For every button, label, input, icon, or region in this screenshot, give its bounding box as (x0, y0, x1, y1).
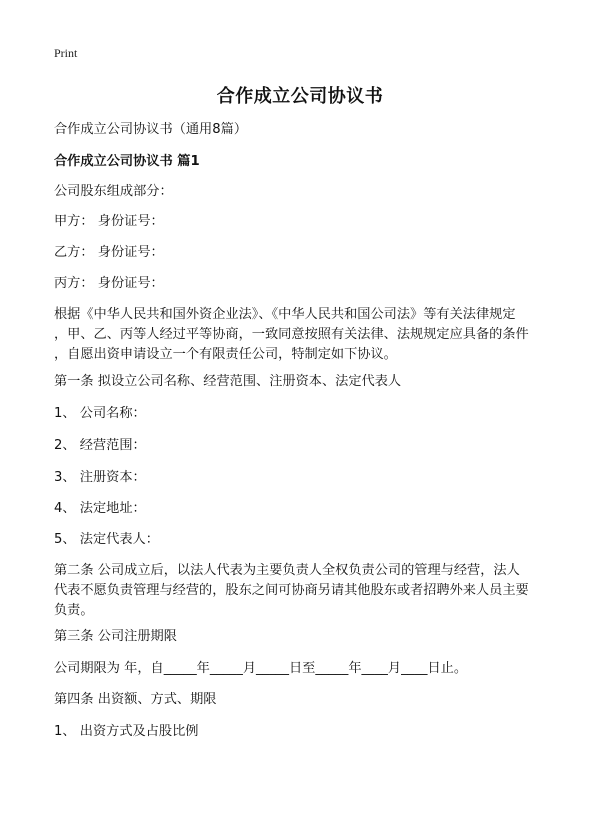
article-2-line: 代表不愿负责管理与经营的，股东之间可协商另请其他股东或者招聘外来人员主要 (54, 583, 529, 598)
item-legal-address: 4、 法定地址： (54, 501, 146, 516)
term-line: 公司期限为 年，自_____年_____月_____日至_____年____月____日止。 (54, 661, 468, 676)
article-1-heading: 第一条 拟设立公司名称、经营范围、注册资本、法定代表人 (54, 374, 402, 389)
party-c-line: 丙方： 身份证号： (54, 276, 164, 291)
preamble-line: ，自愿出资申请设立一个有限责任公司，特制定如下协议。 (54, 347, 397, 362)
article-2-line: 第二条 公司成立后，以法人代表为主要负责人全权负责公司的管理与经营，法人 (54, 563, 520, 578)
item-company-name: 1、 公司名称： (54, 406, 146, 421)
shareholders-intro: 公司股东组成部分： (54, 184, 173, 199)
preamble-line: 根据《中华人民共和国外资企业法》、《中华人民共和国公司法》等有关法律规定 (54, 307, 516, 322)
item-contribution-method: 1、 出资方式及占股比例 (54, 724, 199, 739)
preamble-paragraph (54, 305, 554, 365)
item-business-scope: 2、 经营范围： (54, 438, 146, 453)
section-heading: 合作成立公司协议书 篇1 (54, 154, 200, 169)
item-legal-representative: 5、 法定代表人： (54, 532, 159, 547)
article-2-line: 负责。 (54, 603, 94, 618)
document-title: 合作成立公司协议书 (216, 86, 384, 107)
print-link[interactable]: Print (54, 46, 78, 60)
article-4-heading: 第四条 出资额、方式、期限 (54, 692, 217, 707)
article-2-paragraph (54, 561, 554, 621)
party-b-line: 乙方： 身份证号： (54, 245, 164, 260)
preamble-line: ，甲、乙、丙等人经过平等协商，一致同意按照有关法律、法规规定应具备的条件 (54, 327, 529, 342)
article-3-heading: 第三条 公司注册期限 (54, 629, 177, 644)
document-subtitle: 合作成立公司协议书（通用8篇） (54, 122, 248, 137)
item-registered-capital: 3、 注册资本： (54, 470, 146, 485)
party-a-line: 甲方： 身份证号： (54, 214, 164, 229)
